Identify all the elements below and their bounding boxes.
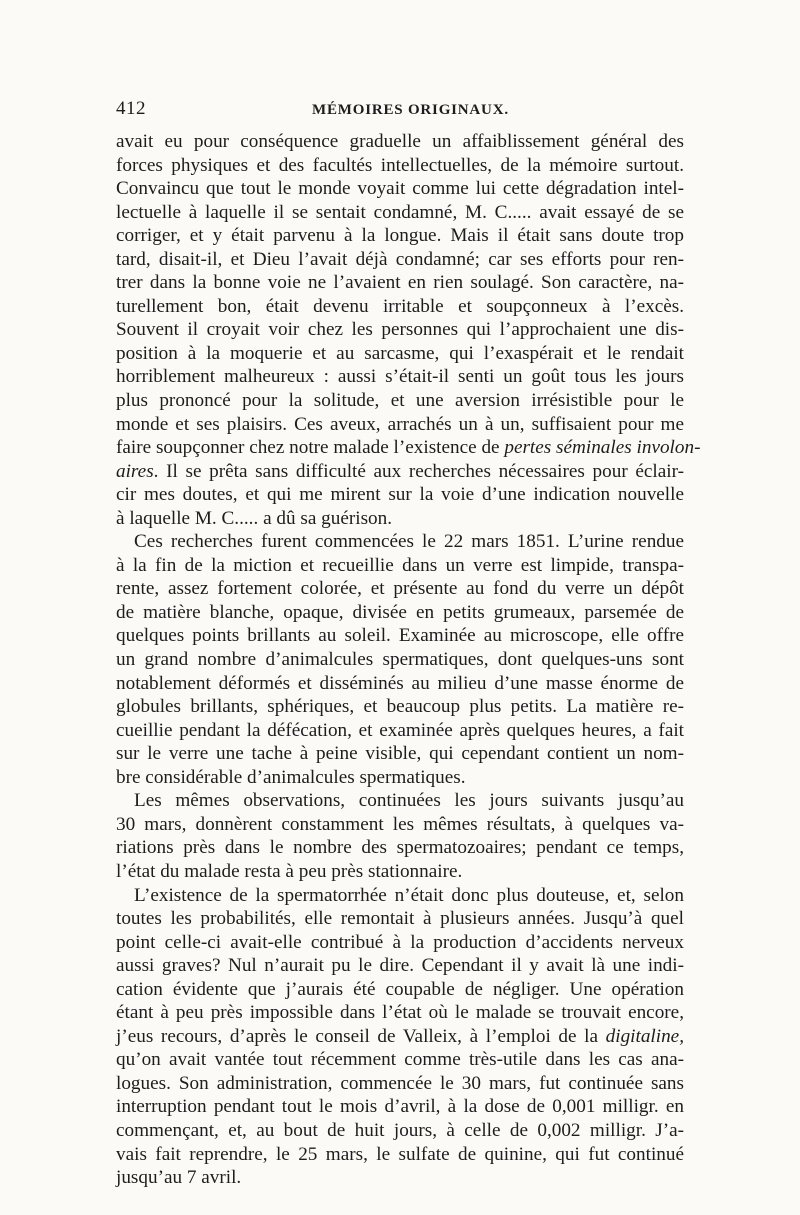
text-line (116, 1095, 684, 1119)
italic-text: pertes séminales involon- (504, 437, 701, 459)
text-line (116, 389, 684, 413)
text-run: sur le verre une tache à peine visible, qui cependant contient un nom- (116, 743, 684, 765)
text-run: avait eu pour conséquence graduelle un affaiblissement général des (116, 131, 684, 152)
text-run: position à la moquerie et au sarcasme, qui l’exaspérait et le rendait (116, 342, 684, 364)
running-title: MÉMOIRES ORIGINAUX. (312, 102, 509, 118)
text-line (116, 719, 684, 743)
text-run: horriblement malheureux : aussi s’était-il senti un goût tous les jours (116, 366, 684, 388)
text-run: de matière blanche, opaque, divisée en petits grumeaux, parsemée de (116, 601, 684, 623)
text-run: plus prononcé pour la solitude, et une aversion irrésistible pour le (116, 390, 684, 412)
text-run: lectuelle à laquelle il se sentait condamné, M. C..... avait essayé de se (116, 201, 684, 223)
body-text (116, 130, 701, 1190)
text-line (116, 601, 684, 625)
text-run: Ces recherches furent commencées le 22 mars 1851. L’urine rendue (134, 531, 684, 553)
text-run: quelques points brillants au soleil. Examinée au microscope, elle offre (116, 625, 684, 647)
text-run: Convaincu que tout le monde voyait comme lui cette dégradation intel- (116, 178, 684, 200)
text-run: bre considérable d’animalcules spermatiques. (116, 766, 466, 788)
text-run: globules brillants, sphériques, et beaucoup plus petits. La matière re- (116, 696, 684, 718)
text-run: un grand nombre d’animalcules spermatiques, dont quelques-uns sont (116, 649, 684, 671)
text-run: . Il se prêta sans difficulté aux recherches nécessaires pour éclair- (153, 460, 684, 482)
text-run: corriger, et y était parvenu à la longue. Mais il était sans doute trop (116, 225, 684, 247)
text-line (116, 271, 684, 295)
text-run: riations près dans le nombre des spermatozoaires; pendant ce temps, (116, 837, 684, 859)
text-line (116, 672, 684, 696)
text-run: toutes les probabilités, elle remontait à plusieurs années. Jusqu’à quel (116, 908, 684, 930)
text-run: faire soupçonner chez notre malade l’existence de (116, 437, 505, 459)
page-number: 412 (116, 98, 146, 119)
text-run: à la fin de la miction et recueillie dans un verre est limpide, transpa- (116, 554, 684, 576)
text-line (116, 530, 684, 554)
text-run: j’eus recours, d’après le conseil de Valleix, à l’emploi de la (116, 1025, 606, 1047)
text-line (116, 177, 684, 201)
text-line (116, 742, 684, 766)
text-run: logues. Son administration, commencée le 30 mars, fut continuée sans (116, 1072, 684, 1094)
text-run: 30 mars, donnèrent constamment les mêmes résultats, à quelques va- (116, 813, 684, 835)
running-head (116, 96, 684, 122)
text-line (116, 978, 684, 1002)
text-run: commençant, et, au bout de huit jours, à celle de 0,002 milligr. J’a- (116, 1119, 684, 1141)
text-run: tard, disait-il, et Dieu l’avait déjà condamné; car ses efforts pour ren- (116, 248, 684, 270)
text-line (116, 836, 684, 860)
text-line (116, 460, 684, 484)
text-line (116, 907, 684, 931)
text-run: interruption pendant tout le mois d’avril, à la dose de 0,001 milligr. en (116, 1096, 684, 1118)
text-run: l’état du malade resta à peu près stationnaire. (116, 860, 463, 882)
text-run: cation évidente que j’aurais été coupable de négliger. Une opération (116, 978, 684, 1000)
text-run: trer dans la bonne voie ne l’avaient en rien soulagé. Son caractère, na- (116, 272, 684, 294)
text-run: aussi graves? Nul n’aurait pu le dire. Cependant il y avait là une indi- (116, 955, 684, 977)
text-line (116, 554, 684, 578)
text-run: qu’on avait vantée tout récemment comme très-utile dans les cas ana- (116, 1049, 684, 1071)
text-line (116, 648, 684, 672)
text-line (116, 1072, 684, 1096)
italic-text: digitaline, (605, 1025, 684, 1047)
text-line (116, 813, 684, 837)
text-line (116, 224, 684, 248)
text-line (116, 1001, 684, 1025)
text-run: Les mêmes observations, continuées les jours suivants jusqu’au (134, 790, 684, 812)
text-line (116, 248, 684, 272)
text-line (116, 766, 684, 790)
text-line (116, 931, 684, 955)
text-line (116, 413, 684, 437)
text-line (116, 295, 684, 319)
text-line (116, 1166, 684, 1190)
text-line (116, 483, 684, 507)
text-line (116, 436, 701, 460)
text-run: Souvent il croyait voir chez les personnes qui l’approchaient une dis- (116, 319, 684, 341)
text-line (116, 1025, 684, 1049)
text-line (116, 342, 684, 366)
text-line (116, 201, 684, 225)
text-run: étant à peu près impossible dans l’état où le malade se trouvait encore, (116, 1002, 684, 1024)
text-run: forces physiques et des facultés intellectuelles, de la mémoire surtout. (116, 154, 684, 176)
text-line (116, 789, 684, 813)
text-run: à laquelle M. C..... a dû sa guérison. (116, 507, 393, 529)
text-run: vais fait reprendre, le 25 mars, le sulfate de quinine, qui fut continué (116, 1143, 684, 1165)
text-run: cueillie pendant la défécation, et examinée après quelques heures, a fait (116, 719, 684, 741)
text-line (116, 860, 684, 884)
text-run: turellement bon, était devenu irritable et soupçonneux à l’excès. (116, 295, 684, 317)
text-line (116, 624, 684, 648)
text-run: notablement déformés et disséminés au milieu d’une masse énorme de (116, 672, 684, 694)
text-line (116, 1119, 684, 1143)
text-line (116, 507, 684, 531)
text-line (116, 695, 684, 719)
text-line (116, 954, 684, 978)
text-line (116, 154, 684, 178)
text-line (116, 318, 684, 342)
text-run: point celle-ci avait-elle contribué à la production d’accidents nerveux (116, 931, 684, 953)
text-line (116, 884, 684, 908)
italic-text: aires (116, 460, 154, 482)
text-line (116, 365, 684, 389)
text-line (116, 1048, 684, 1072)
text-line (116, 1143, 684, 1167)
text-run: cir mes doutes, et qui me mirent sur la voie d’une indication nouvelle (116, 484, 684, 506)
text-run: monde et ses plaisirs. Ces aveux, arrachés un à un, suffisaient pour me (116, 413, 684, 435)
text-run: L’existence de la spermatorrhée n’était donc plus douteuse, et, selon (134, 884, 684, 906)
text-run: jusqu’au 7 avril. (116, 1167, 242, 1189)
text-run: rente, assez fortement colorée, et présente au fond du verre un dépôt (116, 578, 684, 600)
text-line (116, 130, 684, 154)
text-line (116, 577, 684, 601)
